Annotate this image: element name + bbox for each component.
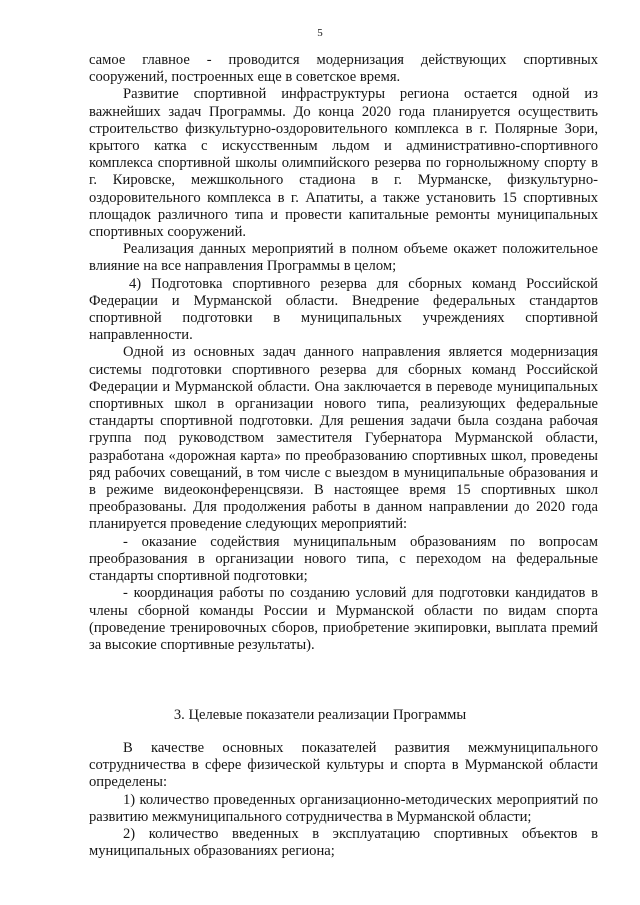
paragraph: - координация работы по созданию условий для подготовки кандидатов в члены сборной команды России и Мурманской области по видам спорта (проведение тренировочных сборов, приобретение экипировки, выплата премий за высокие спортивные результаты). [89, 585, 598, 653]
paragraph: - оказание содействия муниципальным образованиям по вопросам преобразования в организации нового типа, с переходом на федеральные стандарты спортивной подготовки; [89, 533, 598, 585]
paragraph: Развитие спортивной инфраструктуры региона остается одной из важнейших задач Программы. До конца 2020 года планируется осуществить строительство физкультурно-оздоровительного комплекса в г. Полярные Зори, крытого катка с искусственным льдом и административно-спортивного комплекса спортивной школы олимпийского резерва по горнолыжному спорту в г. Кировске, межшкольного стадиона в г. Мурманске, физкультурно-оздоровительного комплекса в г. Апатиты, а также установить 15 спортивных площадок различного типа и провести капитальные ремонты муниципальных спортивных сооружений. [89, 86, 598, 241]
page-number: 5 [317, 27, 323, 39]
section-text [89, 740, 598, 860]
paragraph: Одной из основных задач данного направления является модернизация системы подготовки спортивного резерва для сборных команд Российской Федерации и Мурманской области. Она заключается в переводе муниципальных спортивных школ в организации нового типа, реализующих федеральные стандарты спортивной подготовки. Для решения задачи была создана рабочая группа под руководством заместителя Губернатора Мурманской области, разработана «дорожная карта» по преобразованию спортивных школ, проведены ряд рабочих совещаний, в том числе с выездом в муниципальные образования и в режиме видеоконференцсвязи. В настоящее время 15 спортивных школ преобразованы. Для продолжения работы в данном направлении до 2020 года планируется проведение следующих мероприятий: [89, 344, 598, 533]
paragraph: В качестве основных показателей развития межмуниципального сотрудничества в сфере физической культуры и спорта в Мурманской области определены: [89, 740, 598, 791]
paragraph: самое главное - проводится модернизация действующих спортивных сооружений, построенных еще в советское время. [89, 52, 598, 86]
paragraph: 1) количество проведенных организационно-методических мероприятий по развитию межмуниципального сотрудничества в Мурманской области; [89, 791, 598, 825]
paragraph: Реализация данных мероприятий в полном объеме окажет положительное влияние на все направления Программы в целом; [89, 241, 598, 275]
paragraph: 2) количество введенных в эксплуатацию спортивных объектов в муниципальных образованиях региона; [89, 826, 598, 860]
paragraph: 4) Подготовка спортивного резерва для сборных команд Российской Федерации и Мурманской области. Внедрение федеральных стандартов спортивной подготовки в муниципальных учреждениях спортивной направленности. [89, 275, 598, 344]
section-heading: 3. Целевые показатели реализации Программы [173, 707, 467, 723]
body-text [89, 52, 598, 654]
